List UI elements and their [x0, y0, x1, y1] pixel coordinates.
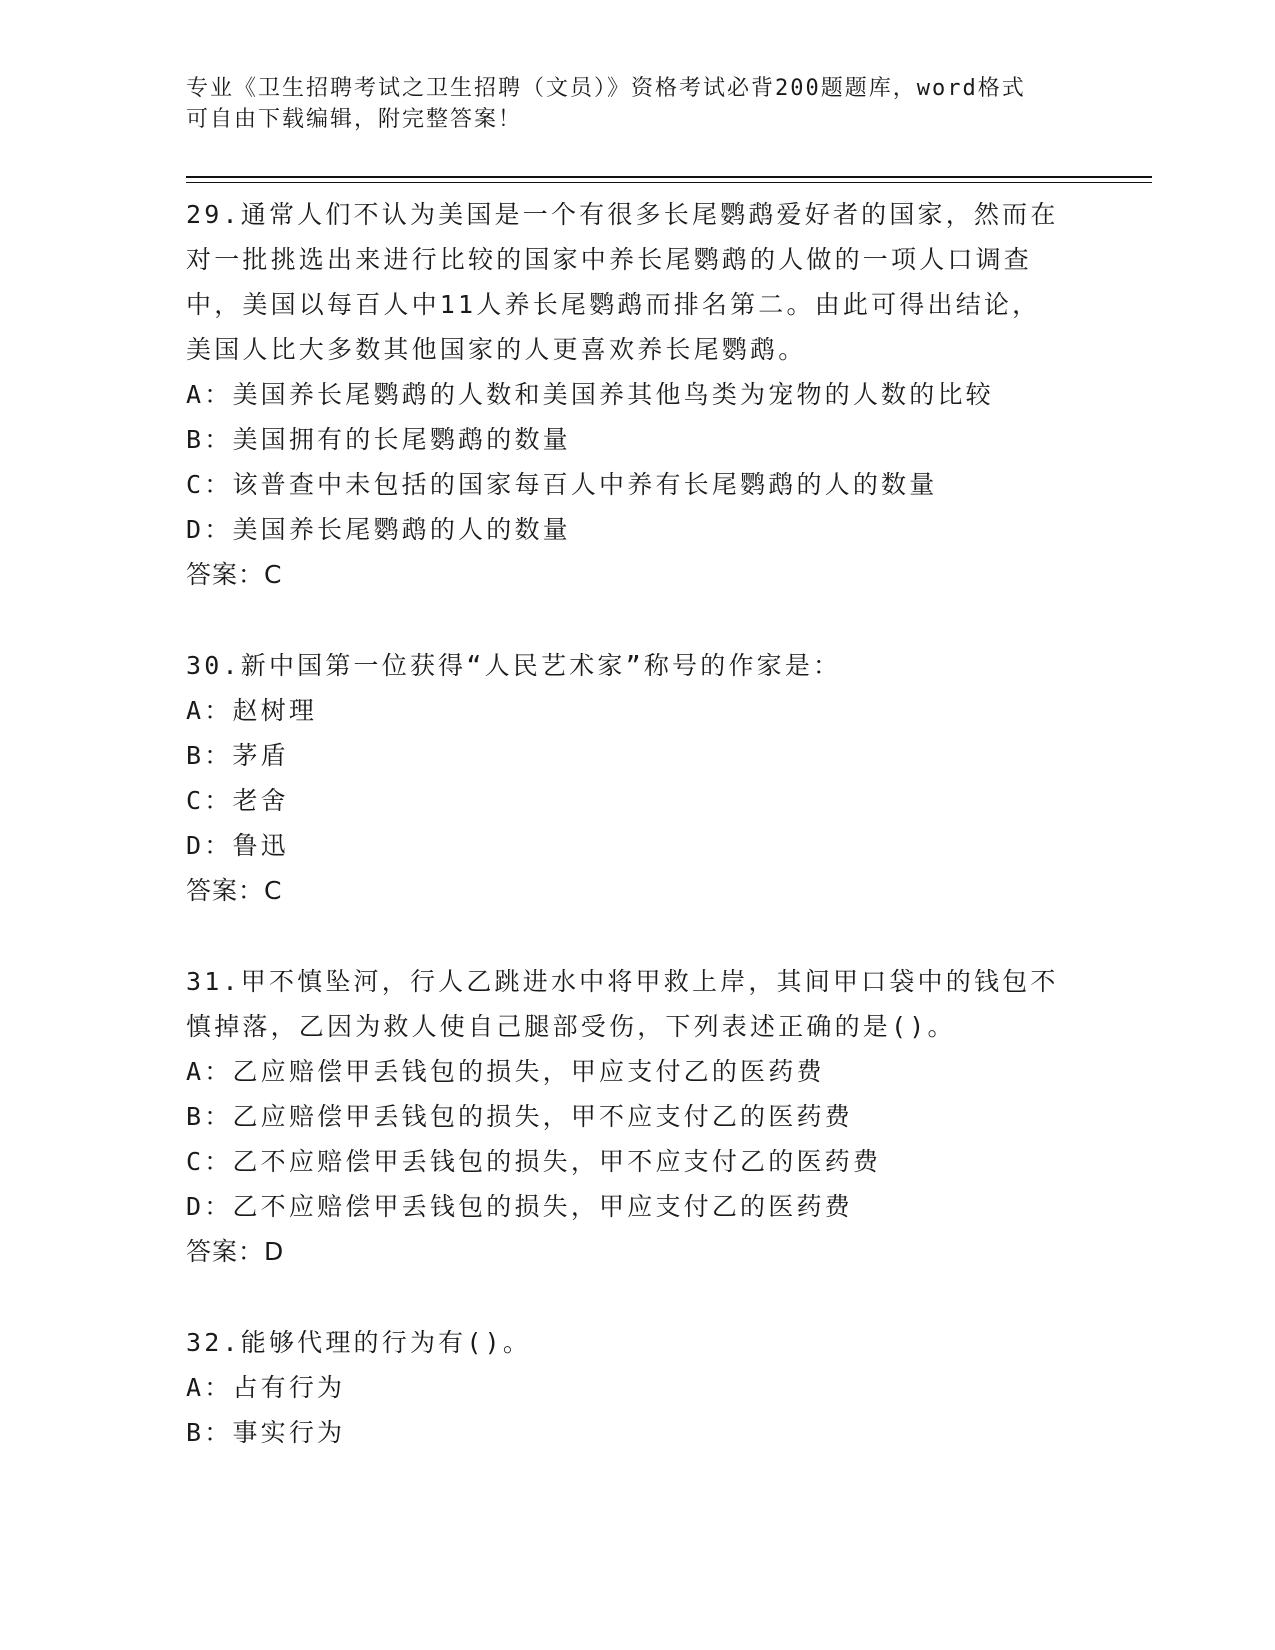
question-stem: 中，美国以每百人中11人养长尾鹦鹉而排名第二。由此可得出结论，: [186, 290, 1041, 319]
option-d: D：美国养长尾鹦鹉的人的数量: [186, 515, 571, 544]
option-c: C：乙不应赔偿甲丢钱包的损失，甲不应支付乙的医药费: [186, 1147, 882, 1176]
option-c: C：老舍: [186, 786, 289, 815]
answer: 答案：C: [186, 876, 283, 905]
document-header: [186, 73, 1086, 135]
question-29: [186, 192, 1106, 597]
option-a: A：乙应赔偿甲丢钱包的损失，甲应支付乙的医药费: [186, 1057, 825, 1086]
question-stem: 32.能够代理的行为有()。: [186, 1328, 532, 1357]
spacer: [186, 597, 1106, 643]
spacer: [186, 913, 1106, 959]
option-a: A：美国养长尾鹦鹉的人数和美国养其他鸟类为宠物的人数的比较: [186, 380, 994, 409]
question-stem: 30.新中国第一位获得“人民艺术家”称号的作家是：: [186, 651, 842, 680]
option-b: B：乙应赔偿甲丢钱包的损失，甲不应支付乙的医药费: [186, 1102, 853, 1131]
question-32: [186, 1320, 1106, 1455]
answer: 答案：C: [186, 560, 283, 589]
question-stem: 慎掉落，乙因为救人使自己腿部受伤，下列表述正确的是()。: [186, 1012, 956, 1041]
header-divider-thin: [186, 182, 1152, 183]
question-stem: 31.甲不慎坠河，行人乙跳进水中将甲救上岸，其间甲口袋中的钱包不: [186, 967, 1059, 996]
option-b: B：美国拥有的长尾鹦鹉的数量: [186, 425, 571, 454]
header-divider: [186, 176, 1152, 178]
question-stem: 29.通常人们不认为美国是一个有很多长尾鹦鹉爱好者的国家，然而在: [186, 200, 1059, 229]
question-30: [186, 643, 1106, 913]
option-b: B：事实行为: [186, 1418, 346, 1447]
option-b: B：茅盾: [186, 741, 289, 770]
spacer: [186, 1274, 1106, 1320]
question-stem: 对一批挑选出来进行比较的国家中养长尾鹦鹉的人做的一项人口调查: [186, 245, 1033, 274]
question-31: [186, 959, 1106, 1274]
option-c: C：该普查中未包括的国家每百人中养有长尾鹦鹉的人的数量: [186, 470, 938, 499]
answer: 答案：D: [186, 1237, 285, 1266]
option-a: A：占有行为: [186, 1373, 346, 1402]
option-d: D：乙不应赔偿甲丢钱包的损失，甲应支付乙的医药费: [186, 1192, 853, 1221]
option-d: D：鲁迅: [186, 831, 289, 860]
question-stem: 美国人比大多数其他国家的人更喜欢养长尾鹦鹉。: [186, 335, 807, 364]
header-line: 可自由下载编辑，附完整答案！: [186, 107, 523, 132]
header-line: 专业《卫生招聘考试之卫生招聘（文员）》资格考试必背200题题库，word格式: [186, 76, 1026, 101]
question-list: [186, 192, 1106, 1455]
option-a: A：赵树理: [186, 696, 318, 725]
